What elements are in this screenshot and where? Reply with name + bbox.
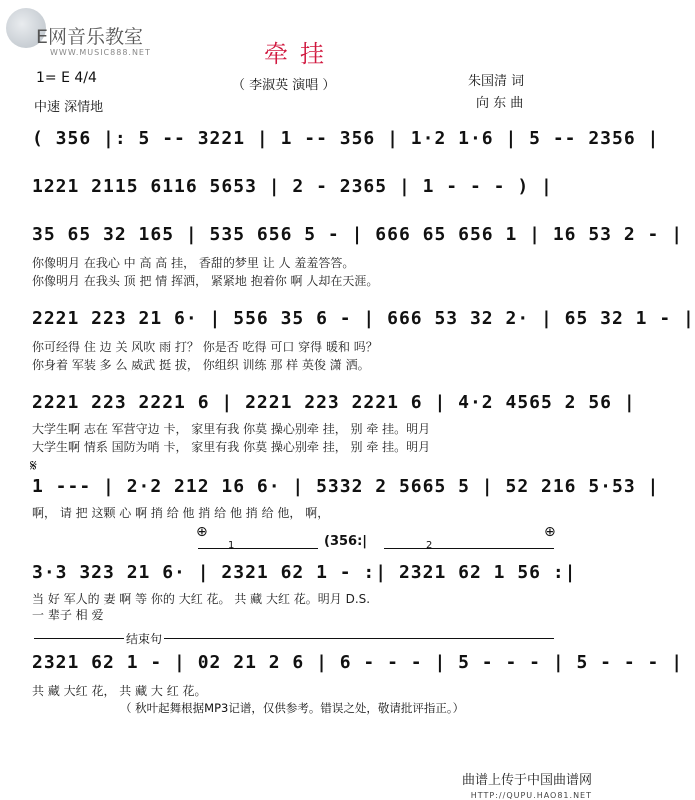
lyrics-line-5b: 大学生啊 情系 国防为哨 卡， 家里有我 你莫 操心别牵 挂， 别 牵 挂。明月 bbox=[32, 440, 431, 454]
lyrics-line-8a: 共 藏 大红 花， 共 藏 大 红 花。 bbox=[32, 684, 207, 698]
singer-credit: （ 李淑英 演唱 ） bbox=[232, 78, 336, 93]
volta-2-line bbox=[384, 548, 554, 549]
transcriber-note: （ 秋叶起舞根据MP3记谱，仅供参考。错误之处，敬请批评指正。） bbox=[120, 701, 465, 715]
logo-text: E网音乐教室 bbox=[36, 26, 144, 48]
notation-line-8: 2321 62 1 - | 02 21 2 6 | 6 - - - | 5 - - - | 5 - - - | bbox=[32, 652, 684, 673]
volta-2-number: 2 bbox=[426, 540, 433, 551]
notation-line-5: 2221 223 2221 6 | 2221 223 2221 6 | 4·2 4565 2 56 | bbox=[32, 392, 636, 413]
lyrics-line-7b: 一 辈子 相 爱 bbox=[32, 608, 104, 622]
composer-credit: 向 东 曲 bbox=[476, 96, 524, 111]
notation-line-2: 1221 2115 6116 5653 | 2 - 2365 | 1 - - - ) | bbox=[32, 176, 553, 197]
volta-1-line bbox=[198, 548, 318, 549]
notation-line-3: 35 65 32 165 | 535 656 5 - | 666 65 656 1 | 16 53 2 - | bbox=[32, 224, 684, 245]
footer-url: HTTP://QUPU.HAO81.NET bbox=[470, 791, 592, 800]
coda-sign-right: ⊕ bbox=[544, 524, 556, 540]
coda-sign-left: ⊕ bbox=[196, 524, 208, 540]
lyrics-line-3a: 你像明月 在我心 中 高 高 挂， 香甜的梦里 让 人 羞羞答答。 bbox=[32, 256, 355, 270]
lyrics-line-5a: 大学生啊 志在 军营守边 卡， 家里有我 你莫 操心别牵 挂， 别 牵 挂。明月 bbox=[32, 422, 431, 436]
lyrics-line-4a: 你可经得 住 边 关 风吹 雨 打？ 你是否 吃得 可口 穿得 暖和 吗？ bbox=[32, 340, 378, 354]
notation-line-1: ( 356 |: 5 -- 3221 | 1 -- 356 | 1·2 1·6 | 5 -- 2356 | bbox=[32, 128, 660, 149]
coda-bracket-line bbox=[34, 638, 554, 639]
volta-1-number: 1 bbox=[228, 540, 235, 551]
lyrics-line-4b: 你身着 军装 多 么 威武 挺 拔， 你组织 训练 那 样 英俊 潇 洒。 bbox=[32, 358, 370, 372]
repeat-bracket: (356:| bbox=[324, 534, 368, 549]
lyricist-credit: 朱国清 词 bbox=[468, 74, 525, 89]
notation-line-4: 2221 223 21 6· | 556 35 6 - | 666 53 32 2· | 65 32 1 - | bbox=[32, 308, 695, 329]
notation-line-7: 3·3 323 21 6· | 2321 62 1 - :| 2321 62 1 56 :| bbox=[32, 562, 577, 583]
coda-label: 结束句 bbox=[126, 632, 163, 646]
lyrics-line-7a: 当 好 军人的 妻 啊 等 你的 大红 花。 共 藏 大红 花。明月 D.S. bbox=[32, 592, 371, 606]
logo-url: WWW.MUSIC888.NET bbox=[50, 48, 151, 57]
tempo-marking: 中速 深情地 bbox=[34, 100, 104, 115]
segno-sign: 𝄋 bbox=[30, 456, 37, 475]
footer-text: 曲谱上传于中国曲谱网 bbox=[461, 773, 592, 788]
song-title: 牵挂 bbox=[264, 40, 336, 68]
key-signature: 1= E 4/4 bbox=[36, 70, 97, 86]
lyrics-line-3b: 你像明月 在我头 顶 把 情 挥洒， 紧紧地 抱着你 啊 人却在天涯。 bbox=[32, 274, 379, 288]
notation-line-6: 1 --- | 2·2 212 16 6· | 5332 2 5665 5 | 52 216 5·53 | bbox=[32, 476, 660, 497]
lyrics-line-6a: 啊， 请 把 这颗 心 啊 捎 给 他 捎 给 他 捎 给 他， 啊， bbox=[32, 506, 330, 520]
